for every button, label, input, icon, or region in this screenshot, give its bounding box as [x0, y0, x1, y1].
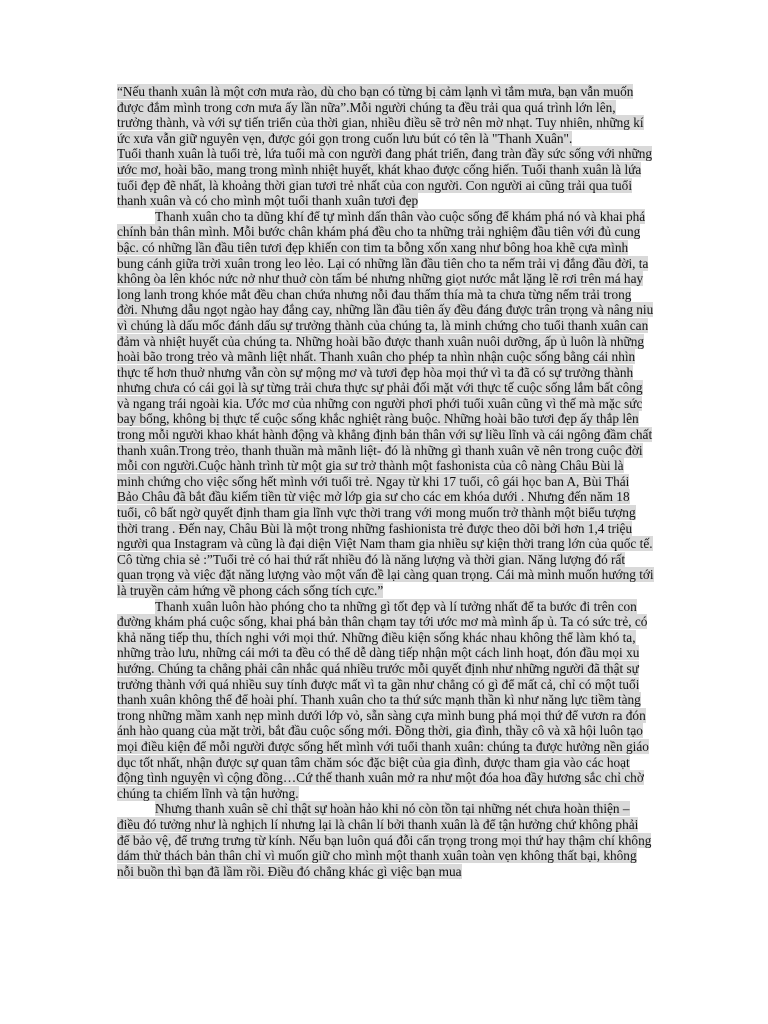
- paragraph-2: [117, 146, 654, 208]
- paragraph-5: [117, 801, 654, 879]
- paragraph-2-text: Tuổi thanh xuân là tuổi trẻ, lứa tuổi mà con người đang phát triển, đang tràn đầy sức sống với những ước mơ, hoài bão, mang trong mình nhiệt huyết, khát khao được cống hiến. Tuổi thanh xuân là lứa tuổi đẹp đẽ nhất, là khoảng thời gian tươi trẻ nhất của con người. Con người ai cũng trải qua tuổi thanh xuân và có cho mình một tuổi thanh xuân tươi đẹp: [117, 146, 653, 209]
- paragraph-1-text: “Nếu thanh xuân là một cơn mưa rào, dù cho bạn có từng bị cảm lạnh vì tắm mưa, bạn vẫn muốn được đắm mình trong cơn mưa ấy lần nữa”.Mỗi người chúng ta đều trải qua quá trình lớn lên, trưởng thành, và với sự tiến triển của thời gian, nhiều điều sẽ trở nên mờ nhạt. Tuy nhiên, những kí ức xưa vẫn giữ nguyên vẹn, được gói gọn trong cuốn lưu bút có tên là "Thanh Xuân".: [117, 84, 644, 146]
- document-page: [117, 84, 654, 879]
- paragraph-5-text: Nhưng thanh xuân sẽ chỉ thật sự hoàn hảo khi nó còn tồn tại những nét chưa hoàn thiện – điều đó tưởng như là nghịch lí nhưng lại là chân lí bởi thanh xuân là để tận hưởng chứ không phải để bảo vệ, để trưng trưng từ kính. Nếu bạn luôn quá đỗi cẩn trọng trong mọi thứ hay thậm chí không dám thử thách bản thân chỉ vì muốn giữ cho mình một thanh xuân toàn vẹn không thất bại, không nỗi buồn thì bạn đã lầm rồi. Điều đó chẳng khác gì việc bạn mua: [117, 801, 652, 879]
- paragraph-4: [117, 599, 654, 802]
- paragraph-3: [117, 209, 654, 599]
- paragraph-3-text: Thanh xuân cho ta dũng khí để tự mình dấn thân vào cuộc sống để khám phá nó và khai phá chính bản thân mình. Mỗi bước chân khám phá đều cho ta những trải nghiệm đầu tiên với đủ cung bậc. có những lần đầu tiên tươi đẹp khiến con tim ta bỗng xốn xang như bông hoa khẽ cựa mình bung cánh giữa trời xuân trong leo lẻo. Lại có những lần đầu tiên cho ta nếm trải vị đắng đầu đời, ta không òa lên khóc nức nở như thuở còn tấm bé nhưng những giọt nước mắt lặng lẽ rơi trên má hay long lanh trong khóe mắt đều chan chứa nhưng nỗi đau thấm thía mà ta chưa từng nếm trải trong đời. Nhưng dẫu ngọt ngào hay đắng cay, những lần đầu tiên ấy đều đáng được trân trọng và nâng niu vì chúng là dấu mốc đánh dấu sự trưởng thành của chúng ta, là minh chứng cho tuổi thanh xuân can đảm và nhiệt huyết của chúng ta. Những hoài bão được thanh xuân nuôi dưỡng, ấp ủ luôn là những hoài bão trong trẻo và mãnh liệt nhất. Thanh xuân cho phép ta nhìn nhận cuộc sống bằng cái nhìn thực tế hơn thuở nhưng vẫn còn sự mộng mơ và tươi đẹp hòa mọi thứ vì ta đã có sự trưởng thành nhưng chưa có cái gọi là sự từng trải chưa thực sự phải đối mặt với thực tế cuộc sống lắm bất công và ngang trái ngoài kia. Ước mơ của những con người phơi phới tuổi xuân cũng vì thế mà mặc sức bay bổng, không bị thực tế cuộc sống khắc nghiệt ràng buộc. Những hoài bão tươi đẹp ấy thắp lên trong mỗi người khao khát hành động và khẳng định bản thân với sự liều lĩnh và cái ngông đầm chất thanh xuân.Trong trẻo, thanh thuần mà mãnh liệt- đó là những gì thanh xuân vẽ nên trong cuộc đời mỗi con người.Cuộc hành trình từ một gia sư trở thành một fashonista của cô nàng Châu Bùi là minh chứng cho việc sống hết mình với tuổi trẻ. Ngay từ khi 17 tuổi, cô gái học ban A, Bùi Thái Bảo Châu đã bắt đầu kiếm tiền từ việc mở lớp gia sư cho các em khóa dưới . Nhưng đến năm 18 tuổi, cô bất ngờ quyết định tham gia lĩnh vực thời trang với mong muốn trở thành một biểu tượng thời trang . Đến nay, Châu Bùi là một trong những fashionista trẻ được theo dõi bởi hơn 1,4 triệu người qua Instagram và cũng là đại diện Việt Nam tham gia nhiều sự kiện thời trang lớn của quốc tế. Cô từng chia sẻ :”Tuổi trẻ có hai thứ rất nhiều đó là năng lượng và thời gian. Năng lượng đó rất quan trọng và việc đặt năng lượng vào một vấn đề lại càng quan trọng. Cái mà mình muốn hướng tới là truyền cảm hứng về phong cách sống tích cực.”: [117, 208, 654, 598]
- paragraph-4-text: Thanh xuân luôn hào phóng cho ta những gì tốt đẹp và lí tưởng nhất để ta bước đi trên con đường khám phá cuộc sống, khai phá bản thân chạm tay tới ước mơ mà mình ấp ủ. Ta có sức trẻ, có khả năng tiếp thu, thích nghi với mọi thứ. Những điều kiện sống khác nhau không thể làm khó ta, những trào lưu, những cái mới ta đều có thể dễ dàng tiếp nhận một cách linh hoạt, đón đầu mọi xu hướng. Chúng ta chẳng phải cân nhắc quá nhiều trước mỗi quyết định như những người đã thật sự trưởng thành với quá nhiều suy tính được mất vì ta gần như chẳng có gì để mất cả, chỉ có một tuổi thanh xuân không thể để hoài phí. Thanh xuân cho ta thứ sức mạnh thần kì như năng lực tiềm tàng trong những mầm xanh nẹp mình dưới lớp vỏ, sẵn sàng cựa mình bung phá mọi thứ để vươn ra đón ánh hào quang của mặt trời, bắt đầu cuộc sống mới. Đồng thời, gia đình, thầy cô và xã hội luôn tạo mọi điều kiện để mỗi người được sống hết mình với tuổi thanh xuân: chúng ta được hưởng nền giáo dục tốt nhất, nhận được sự quan tâm chăm sóc đặc biệt của gia đình, được tham gia vào các hoạt động tình nguyện vì cộng đồng…Cứ thế thanh xuân mở ra như một đóa hoa đầy hương sắc chỉ chờ chúng ta chiếm lĩnh và tận hưởng.: [117, 598, 649, 801]
- paragraph-1: [117, 84, 654, 146]
